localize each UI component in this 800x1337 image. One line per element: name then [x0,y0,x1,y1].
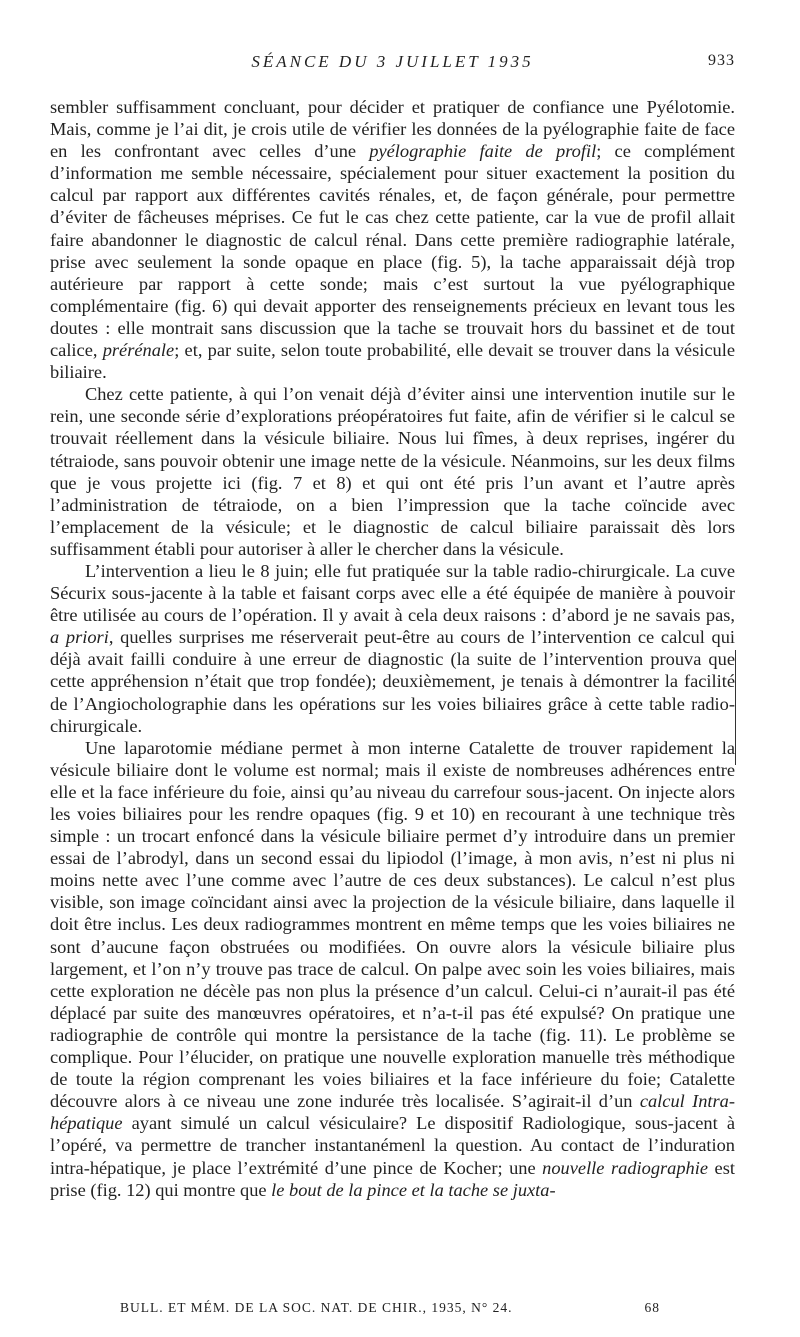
page-footer [120,1300,660,1320]
paragraph-text: , quelles surprises me réserverait peut-être au cours de l’intervention ce calcul qui déjà avait failli conduire à une erreur de diagnostic (la suite de l’intervention prouva que cette appréhension n’était que trop fondée); deuxièmement, je tenais à démontrer la facilité de l’Angiocholographie dans les opérations sur les voies biliaires grâce à cette table radio-chirurgicale. [50,627,736,736]
italic-text: pyélographie faite de profil [369,141,597,162]
page-number: 933 [708,52,735,69]
signature-number: 68 [644,1300,660,1315]
running-title: SÉANCE DU 3 JUILLET 1935 [251,52,534,71]
page-header [50,50,735,74]
italic-text: calcul Intra-hépatique [50,1091,735,1134]
paragraph-text: Une laparotomie médiane permet à mon interne Catalette de trouver rapidement la vésicule biliaire dont le volume est normal; mais il existe de nombreuses adhérences entre elle et la face inférieure du foie, ainsi qu’au niveau du carrefour sous-jacent. On injecte alors les voies biliaires pour les rendre opaques (fig. 9 et 10) en recourant à une technique très simple : un trocart enfoncé dans la vésicule biliaire permet d’y introduire dans un premier essai de l’abrodyl, dans un second essai du lipiodol (l’image, à mon avis, n’est ni plus ni moins nette avec l’une comme avec l’autre de ces deux substances). Le calcul n’est plus visible, son image coïncidant ainsi avec la projection de la vésicule biliaire, dans laquelle il doit être inclus. Les deux radiogrammes montrent en même temps que les voies biliaires ne sont d’aucune façon obstruées ou modifiées. On ouvre alors la vésicule biliaire plus largement, et l’on n’y trouve pas trace de calcul. On palpe avec soin les voies biliaires, mais cette exploration ne décèle pas non plus la présence d’un calcul. Celui-ci n’aurait-il pas été déplacé par suite des manœuvres opératoires, et n’a-t-il pas été expulsé? On pratique une radiographie de contrôle qui montre la persistance de la tache (fig. 11). Le problème se complique. Pour l’élucider, on pratique une nouvelle exploration manuelle très méthodique de toute la région comprenant les voies biliaires et la face inférieure du foie; Catalette découvre alors à ce niveau une zone indurée très localisée. S’agirait-il d’un [50,737,735,1112]
paragraph-text: est prise (fig. 12) qui montre que [50,1157,735,1200]
paragraph [50,560,735,737]
paragraph-text: L’intervention a lieu le 8 juin; elle fut pratiquée sur la table radio-chirurgicale. La cuve Sécurix sous-jacente à la table et faisant corps avec elle a été équipée de manière à pouvoir être utilisée au cours de l’opération. Il y avait à cela deux raisons : d’abord je ne savais pas, [50,560,735,626]
paragraph [50,737,735,1201]
paragraph-text: ; et, par suite, selon toute probabilité, elle devait se trouver dans la vésicule biliaire. [50,340,735,383]
paragraph-text: Chez cette patiente, à qui l’on venait déjà d’éviter ainsi une intervention inutile sur le rein, une seconde série d’explorations préopératoires fut faite, afin de vérifier si le calcul se trouvait réellement dans la vésicule biliaire. Nous lui fîmes, à deux reprises, ingérer du tétraiode, sans pouvoir obtenir une image nette de la vésicule. Néanmoins, sur les deux films que je vous projette ici (fig. 7 et 8) et qui ont été pris l’un avant et l’autre après l’administration de tétraiode, on a bien l’impression que la tache coïncide avec l’emplacement de la vésicule; et le diagnostic de calcul biliaire paraissait dès lors suffisamment établi pour autoriser à aller le chercher dans la vésicule. [50,384,735,559]
paragraph-text: sembler suffisamment concluant, pour décider et pratiquer de confiance une Pyélotomie. Mais, comme je l’ai dit, je crois utile de vérifier les données de la pyélographie faite de face en les confrontant avec celles d’une [50,97,735,162]
paragraph-text: ; ce complément d’information me semble nécessaire, spécialement pour situer exactement la position du calcul par rapport aux différentes cavités rénales, et, de façon générale, pour permettre d’éviter de fâcheuses méprises. Ce fut le cas chez cette patiente, car la vue de profil allait faire abandonner le diagnostic de calcul rénal. Dans cette première radiographie latérale, prise avec seulement la sonde opaque en place (fig. 5), la tache apparaissait déjà trop autérieure par rapport à cette sonde; mais c’est surtout la vue pyélographique complémentaire (fig. 6) qui devait apporter des renseignements précieux en levant tous les doutes : elle montrait sans discussion que la tache se trouvait hors du bassinet et de tout calice, [50,141,735,361]
article-body [50,96,735,1201]
paragraph [50,383,735,560]
journal-citation: BULL. ET MÉM. DE LA SOC. NAT. DE CHIR., 1935, N° 24. [120,1300,513,1315]
paragraph-text: ayant simulé un calcul vésiculaire? Le dispositif Radiologique, sous-jacent à l’opéré, va permettre de trancher instantanémenl la question. Au contact de l’induration intra-hépatique, je place l’extrémité d’une pince de Kocher; une [50,1113,735,1178]
italic-text: nouvelle radiographie [542,1157,709,1178]
paragraph [50,96,735,383]
italic-text: a priori [50,627,109,648]
margin-bracket-mark [734,650,736,765]
italic-text: prérénale [102,340,175,361]
italic-text: le bout de la pince et la tache se juxta- [271,1179,556,1200]
